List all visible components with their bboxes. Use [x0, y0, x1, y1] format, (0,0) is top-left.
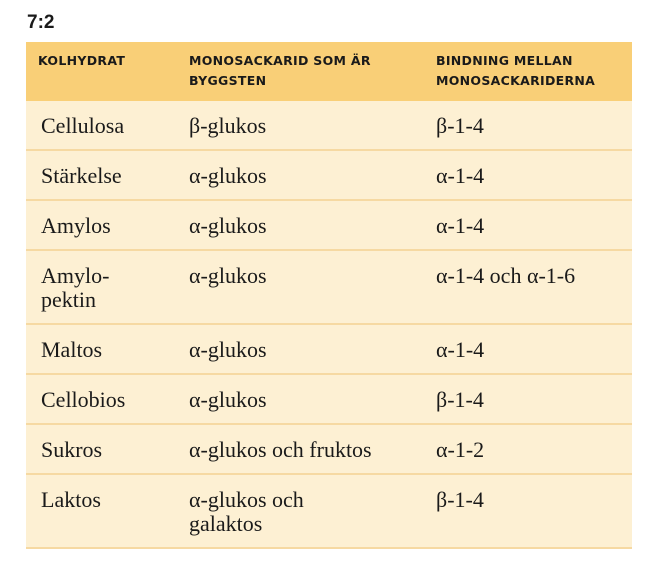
cell-bindning: α-1-4 och α-1-6	[434, 250, 632, 324]
cell-bindning: α-1-2	[434, 424, 632, 474]
cell-monosackarid: β-glukos	[184, 101, 434, 150]
cell-kolhydrat: Cellulosa	[26, 101, 184, 150]
cell-kolhydrat: Sukros	[26, 424, 184, 474]
cell-monosackarid: α-glukos	[184, 250, 434, 324]
cell-monosackarid: α-glukos och fruktos	[184, 424, 434, 474]
cell-kolhydrat: Laktos	[26, 474, 184, 548]
carbohydrate-table	[26, 42, 632, 549]
cell-bindning: α-1-4	[434, 324, 632, 374]
header-monosackarid: MONOSACKARID SOM ÄR BYGGSTEN	[184, 42, 434, 101]
cell-bindning: α-1-4	[434, 150, 632, 200]
table-row	[26, 250, 632, 324]
cell-kolhydrat: Amylos	[26, 200, 184, 250]
cell-kolhydrat: Stärkelse	[26, 150, 184, 200]
table-row	[26, 200, 632, 250]
table-row	[26, 424, 632, 474]
table-row	[26, 150, 632, 200]
cell-bindning: β-1-4	[434, 374, 632, 424]
table-row	[26, 324, 632, 374]
table-row	[26, 474, 632, 548]
cell-kolhydrat: Cellobios	[26, 374, 184, 424]
table-row	[26, 374, 632, 424]
header-row	[26, 42, 632, 101]
cell-bindning: β-1-4	[434, 474, 632, 548]
header-kolhydrat: KOLHYDRAT	[26, 42, 184, 101]
cut-off-text-line	[0, 562, 664, 569]
cell-bindning: α-1-4	[434, 200, 632, 250]
table-row	[26, 101, 632, 150]
cell-kolhydrat: Maltos	[26, 324, 184, 374]
cell-monosackarid: α-glukos	[184, 200, 434, 250]
table-label: 7:2	[27, 12, 55, 33]
cell-monosackarid: α-glukos	[184, 324, 434, 374]
cell-kolhydrat: Amylo-pektin	[26, 250, 184, 324]
cell-monosackarid: α-glukos	[184, 374, 434, 424]
cell-bindning: β-1-4	[434, 101, 632, 150]
cell-monosackarid: α-glukos	[184, 150, 434, 200]
cell-monosackarid: α-glukos och galaktos	[184, 474, 434, 548]
header-bindning: BINDNING MELLAN MONOSACKARIDERNA	[434, 42, 632, 101]
